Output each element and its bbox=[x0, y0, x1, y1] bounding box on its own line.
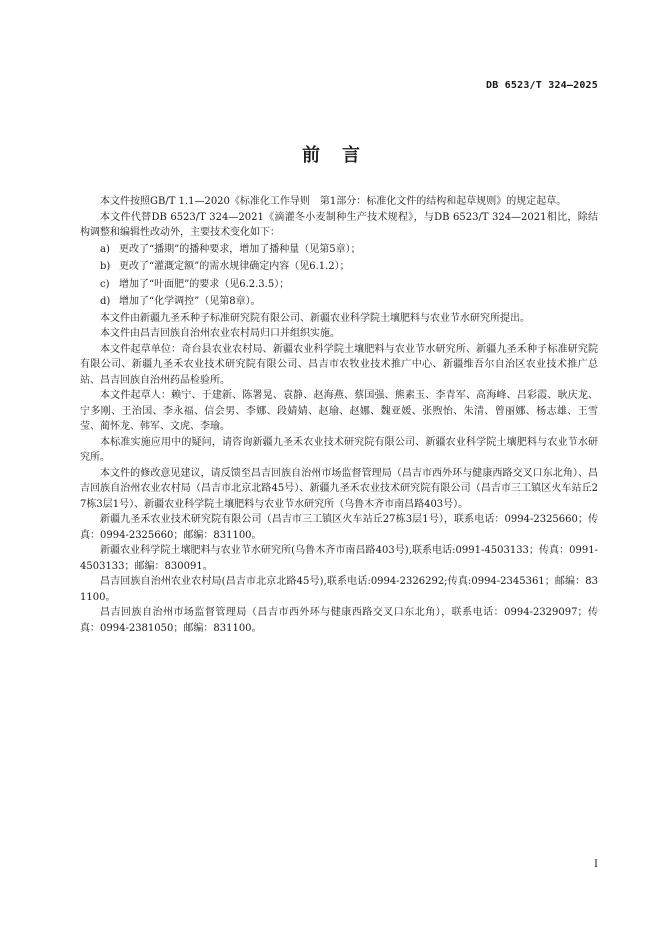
change-item-b bbox=[80, 258, 598, 276]
paragraph-drafters: 本文件起草人：赖宁、于建新、陈署晃、袁静、赵海燕、蔡国强、熊素玉、李青军、高海峰、吕彩霞、耿庆龙、宁多刚、王治国、李永福、信会男、李娜、段婧婧、赵瑜、赵娜、魏亚媛、张煦怡、朱清、曾丽娜、杨志雄、王雪莹、蔺怀龙、韩军、文虎、李瑜。 bbox=[80, 390, 598, 432]
list-marker: a) bbox=[100, 243, 110, 255]
contact-academy: 新疆农业科学院土壤肥料与农业节水研究所(乌鲁木齐市南昌路403号),联系电话:0991-4503133；传真：0991-4503133；邮编：830091。 bbox=[80, 545, 598, 572]
paragraph-feedback: 本文件的修改意见建议，请反馈至昌吉回族自治州市场监督管理局（昌吉市西外环与健康西路交叉口东北角）、昌吉回族自治州农业农村局（昌吉市北京北路45号）、新疆九圣禾农业技术研究院有限公司（昌吉市三工镇区火车站丘27栋3层1号）、新疆农业科学院土壤肥料与农业节水研究所（乌鲁木齐市南昌路403号）。 bbox=[80, 467, 598, 510]
foreword-body bbox=[80, 194, 598, 636]
paragraph-proposer: 本文件由新疆九圣禾种子标准研究院有限公司、新疆农业科学院土壤肥料与农业节水研究所提出。 bbox=[100, 312, 530, 324]
paragraph-inquiry: 本标准实施应用中的疑问，请咨询新疆九圣禾农业技术研究院有限公司、新疆农业科学院土壤肥料与农业节水研究所。 bbox=[80, 436, 598, 463]
list-marker: d) bbox=[100, 296, 111, 307]
list-item-text: 增加了“化学调控”（见第8章）。 bbox=[119, 296, 261, 307]
page-number: I bbox=[594, 859, 598, 870]
list-marker: b) bbox=[100, 261, 111, 272]
list-marker: c) bbox=[100, 278, 110, 290]
contact-market-bureau: 昌吉回族自治州市场监督管理局（昌吉市西外环与健康西路交叉口东北角），联系电话：0994-2329097；传真：0994-2381050；邮编：831100。 bbox=[80, 607, 598, 634]
page-title: 前言 bbox=[302, 145, 382, 166]
paragraph-replacement: 本文件代替DB 6523/T 324—2021《滴灌冬小麦制种生产技术规程》，与DB 6523/T 324—2021相比，除结构调整和编辑性改动外，主要技术变化如下： bbox=[80, 211, 598, 238]
change-item-d bbox=[80, 293, 598, 311]
document-code: DB 6523/T 324—2025 bbox=[486, 80, 598, 91]
list-item-text: 更改了“播期”的播种要求，增加了播种量（见第5章）； bbox=[119, 243, 361, 255]
list-item-text: 更改了“灌溉定额”的需水规律确定内容（见6.1.2）； bbox=[119, 261, 350, 272]
change-item-c bbox=[80, 276, 598, 294]
paragraph-drafting-basis: 本文件按照GB/T 1.1—2020《标准化工作导则 第1部分：标准化文件的结构和起草规则》的规定起草。 bbox=[100, 196, 567, 207]
contact-agriculture-bureau: 昌吉回族自治州农业农村局(昌吉市北京北路45号),联系电话:0994-2326292;传真:0994-2345361；邮编：831100。 bbox=[80, 576, 598, 603]
paragraph-drafting-units: 本文件起草单位：奇台县农业农村局、新疆农业科学院土壤肥料与农业节水研究所、新疆九圣禾种子标准研究院有限公司、新疆九圣禾农业技术研究院有限公司、昌吉市农牧业技术推广中心、新疆维吾尔自治区农业技术推广总站、昌吉回族自治州药品检验所。 bbox=[80, 343, 598, 386]
change-item-a bbox=[80, 241, 598, 259]
contact-jiushenghe: 新疆九圣禾农业技术研究院有限公司（昌吉市三工镇区火车站丘27栋3层1号），联系电话：0994-2325660；传真：0994-2325660；邮编：831100。 bbox=[80, 514, 598, 541]
list-item-text: 增加了“叶面肥”的要求（见6.2.3.5）； bbox=[119, 278, 290, 290]
paragraph-administrator: 本文件由昌吉回族自治州农业农村局归口并组织实施。 bbox=[100, 328, 340, 339]
